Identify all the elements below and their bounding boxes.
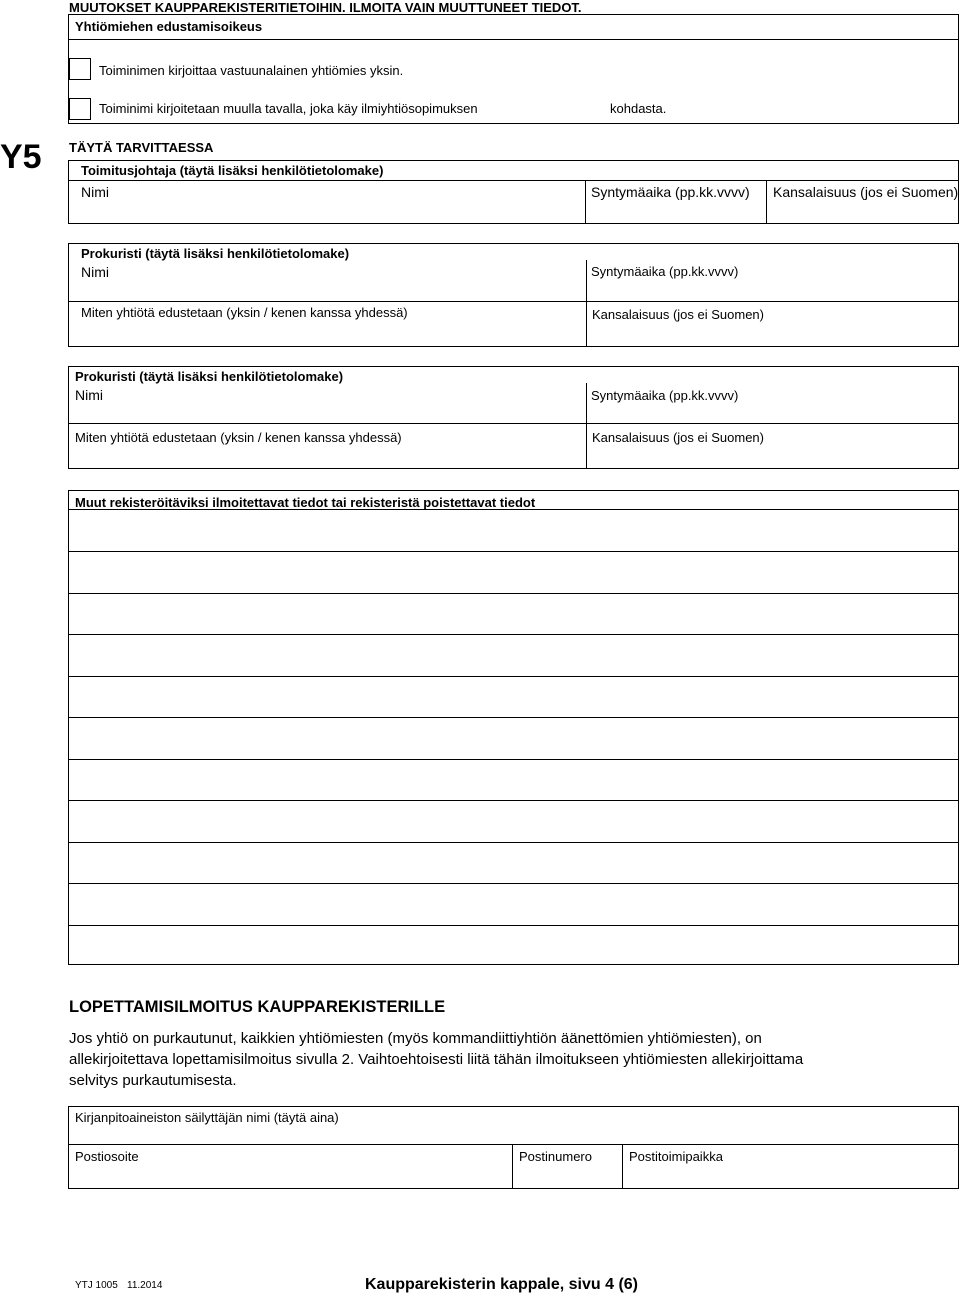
md-nationality-field[interactable] [769,202,957,222]
managing-director-title: Toimitusjohtaja (täytä lisäksi henkilötietolomake) [81,163,384,178]
termination-text-line-2: allekirjoitettava lopettamisilmoitus sivulla 2. Vaihtoehtoisesti liitä tähän ilmoitukseen yhtiömiesten allekirjoittama [69,1051,804,1068]
procurator-1-nationality-label: Kansalaisuus (jos ei Suomen) [592,307,764,322]
postal-code-field[interactable] [514,1166,620,1187]
procurator-1-title: Prokuristi (täytä lisäksi henkilötietolomake) [81,246,350,261]
divider [622,1144,623,1189]
procurator-1-representation-label: Miten yhtiötä edustetaan (yksin / kenen kanssa yhdessä) [81,305,408,320]
procurator-1-birthdate-label: Syntymäaika (pp.kk.vvvv) [591,264,739,279]
procurator-2-birthdate-label: Syntymäaika (pp.kk.vvvv) [591,388,739,403]
form-date: 11.2014 [127,1280,163,1291]
procurator-2-name-field[interactable] [70,404,584,422]
md-name-label: Nimi [81,184,109,200]
post-office-field[interactable] [624,1166,957,1187]
procurator-2-nationality-field[interactable] [589,446,957,467]
option-other-way-label: Toiminimi kirjoitetaan muulla tavalla, joka käy ilmiyhtiösopimuksen [99,101,478,116]
procurator-1-name-field[interactable] [70,282,584,300]
representation-title: Yhtiömiehen edustamisoikeus [75,19,263,34]
postal-address-field[interactable] [70,1166,510,1187]
termination-text-line-1: Jos yhtiö on purkautunut, kaikkien yhtiömiesten (myös kommandiittiyhtiön äänettömien yhtiömiesten), on [69,1030,762,1047]
divider [586,383,587,469]
divider [68,301,959,302]
divider [585,180,586,224]
divider [766,180,767,224]
procurator-1-nationality-field[interactable] [589,323,957,345]
md-birthdate-field[interactable] [588,202,764,222]
bookkeeping-keeper-field[interactable] [70,1126,957,1143]
notice-title: MUUTOKSET KAUPPAREKISTERITIETOIHIN. ILMOITA VAIN MUUTTUNEET TIEDOT. [69,0,582,15]
option-other-way-checkbox[interactable] [69,98,91,120]
termination-title: LOPETTAMISILMOITUS KAUPPAREKISTERILLE [69,998,446,1016]
divider [68,509,959,510]
md-name-field[interactable] [70,202,583,222]
section-code-y5: Y5 [0,138,42,176]
procurator-2-name-label: Nimi [75,387,103,403]
bookkeeping-keeper-label: Kirjanpitoaineiston säilyttäjän nimi (täytä aina) [75,1110,339,1125]
procurator-1-birthdate-field[interactable] [589,282,957,300]
md-nationality-label: Kansalaisuus (jos ei Suomen) [773,184,959,200]
page-label: Kaupparekisterin kappale, sivu 4 (6) [365,1276,638,1293]
post-office-label: Postitoimipaikka [629,1149,723,1164]
other-info-title: Muut rekisteröitäviksi ilmoitettavat tiedot tai rekisteristä poistettavat tiedot [75,495,536,510]
procurator-2-birthdate-field[interactable] [589,404,957,422]
md-birthdate-label: Syntymäaika (pp.kk.vvvv) [591,184,750,200]
procurator-2-representation-label: Miten yhtiötä edustetaan (yksin / kenen kanssa yhdessä) [75,430,402,445]
divider [68,39,959,40]
divider [512,1144,513,1189]
postal-code-label: Postinumero [519,1149,592,1164]
procurator-2-title: Prokuristi (täytä lisäksi henkilötietolomake) [75,369,344,384]
divider [68,423,959,424]
form-code: YTJ 1005 [75,1280,118,1291]
procurator-2-nationality-label: Kansalaisuus (jos ei Suomen) [592,430,764,445]
option-sole-signature-checkbox[interactable] [69,58,91,80]
other-info-text-area[interactable] [70,511,957,963]
procurator-1-representation-field[interactable] [70,323,584,345]
divider [68,1144,959,1145]
option-sole-signature-label: Toiminimen kirjoittaa vastuunalainen yhtiömies yksin. [99,63,404,78]
postal-address-label: Postiosoite [75,1149,139,1164]
option-other-way-label-tail: kohdasta. [610,101,667,116]
fill-if-needed-label: TÄYTÄ TARVITTAESSA [69,140,214,155]
divider [586,260,587,347]
termination-text-line-3: selvitys purkautumisesta. [69,1072,237,1089]
divider [68,180,959,181]
procurator-1-name-label: Nimi [81,264,109,280]
procurator-2-representation-field[interactable] [70,446,584,467]
